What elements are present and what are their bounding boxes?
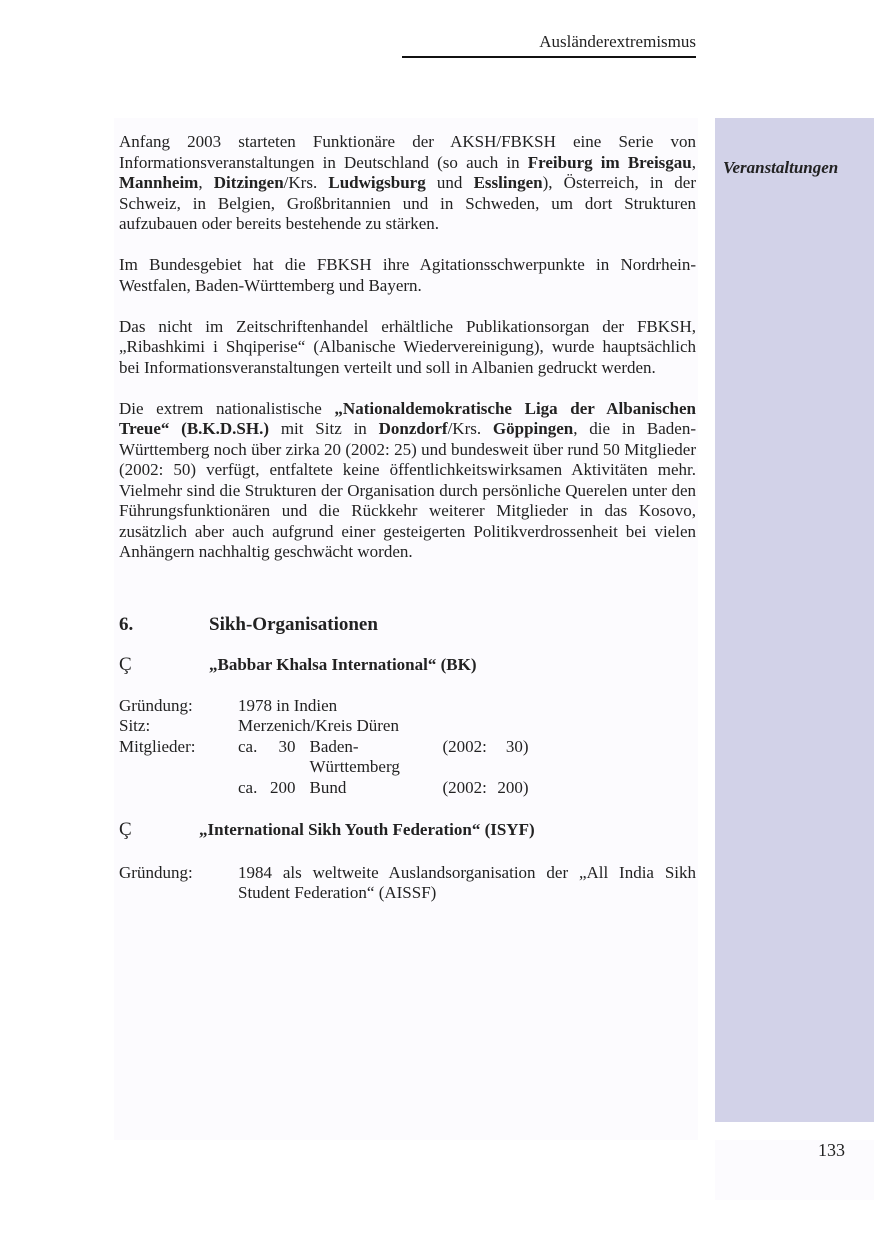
bold-term: Freiburg im Breisgau (527, 152, 692, 172)
text-run: , (198, 173, 214, 192)
margin-note: Veranstaltungen (723, 158, 839, 177)
founding-value: 1978 in Indien (238, 695, 338, 715)
org-heading (119, 820, 696, 841)
table-row (119, 696, 529, 717)
paragraphs (119, 132, 696, 563)
paragraph (119, 317, 696, 379)
org-facts-table (119, 696, 529, 799)
text-run: mit Sitz in (269, 419, 379, 438)
table-row (119, 737, 529, 778)
page-number: 133 (818, 1140, 845, 1160)
member-count: 30 (278, 736, 296, 756)
seat-value: Merzenich/Kreis Düren (238, 716, 399, 735)
prev-year-label: (2002: (442, 777, 487, 797)
bold-term: Mannheim (119, 173, 199, 192)
table-row (119, 778, 529, 799)
bullet-icon: Ç (119, 654, 132, 675)
text-run: Im Bundesgebiet hat die FBKSH ihre Agitationsschwerpunkte in Nordrhein-Westfalen, Baden-Württemberg und Bayern. (119, 255, 696, 295)
running-header: Ausländerextremismus (402, 32, 696, 58)
ca: ca. (238, 736, 258, 756)
bold-term: Göppingen (492, 419, 574, 438)
paragraph (119, 255, 696, 296)
text-run: ), Österreich, in der Schweiz, in Belgien, Großbritannien und in Schweden, um dort Strukturen aufzubauen oder bereits bestehende zu stärken. (119, 173, 697, 233)
table-row (119, 716, 529, 737)
ca: ca. (238, 777, 258, 797)
text-run: Anfang 2003 starteten Funktionäre der AKSH/FBKSH eine Serie von Informationsveranstaltungen in Deutschland (so auch in (119, 132, 696, 172)
bullet-icon: Ç (119, 819, 132, 840)
section-number: 6. (119, 613, 134, 635)
founding-label: Gründung: (119, 695, 193, 715)
prev-year-label: (2002: (442, 736, 487, 756)
org-name: „Babbar Khalsa International“ (BK) (209, 655, 477, 674)
text-run: /Krs. (283, 173, 329, 192)
members-label: Mitglieder: (119, 736, 196, 756)
paragraph (119, 399, 696, 563)
section-title: Sikh-Organisationen (209, 613, 378, 635)
seat-label: Sitz: (119, 716, 151, 735)
text-run: und (425, 173, 474, 192)
member-count: 200 (270, 777, 296, 797)
bold-term: Esslingen (473, 173, 543, 192)
paragraph (119, 132, 696, 235)
text-run: , (691, 152, 697, 172)
margin-sidebar (715, 118, 874, 1122)
prev-count: 200) (497, 777, 529, 797)
bold-term: „Nationaldemokratische Liga der Albanischen Treue“ (B.K.D.SH.) (119, 398, 696, 438)
text-run: Die extrem nationalistische (119, 398, 335, 418)
body-content (119, 132, 696, 904)
prev-count: 30) (505, 736, 529, 756)
bold-term: Ludwigsburg (328, 173, 426, 192)
text-run: , die in Baden-Württemberg noch über zirka 20 (2002: 25) und bundesweit über rund 50 Mitglieder (2002: 50) verfügt, entfaltete keine öffentlichkeitswirksamen Aktivitäten mehr. Vielmehr sind die Strukturen der Organisation durch persönliche Querelen unter den Führungsfunktionären und die Rückkehr weiterer Mitglieder in das Kosovo, zusätzlich aber auch aufgrund einer gesteigerten Politikverdrossenheit bei vielen Anhängern nachhaltig geschwächt worden. (119, 419, 696, 561)
bold-term: Donzdorf (378, 419, 448, 438)
section-heading (119, 615, 696, 636)
text-run: Das nicht im Zeitschriftenhandel erhältliche Publikationsorgan der FBKSH, „Ribashkimi i Shqiperise“ (Albanische Wiedervereinigung), wurde hauptsächlich bei Informationsveranstaltungen verteilt und soll in Albanien gedruckt werden. (119, 316, 696, 377)
page-number-box (715, 1140, 874, 1200)
founding-value: 1984 als weltweite Auslandsorganisation der „All India Sikh Student Federation“ (AISSF) (238, 862, 696, 902)
founding-label: Gründung: (119, 862, 193, 882)
text-run: /Krs. (447, 419, 493, 438)
region: Bund (309, 777, 347, 797)
org-heading (119, 655, 696, 676)
org-name: „International Sikh Youth Federation“ (ISYF) (199, 820, 535, 839)
region: Baden-Württemberg (309, 736, 400, 776)
org-facts (119, 863, 696, 904)
bold-term: Ditzingen (213, 173, 284, 192)
